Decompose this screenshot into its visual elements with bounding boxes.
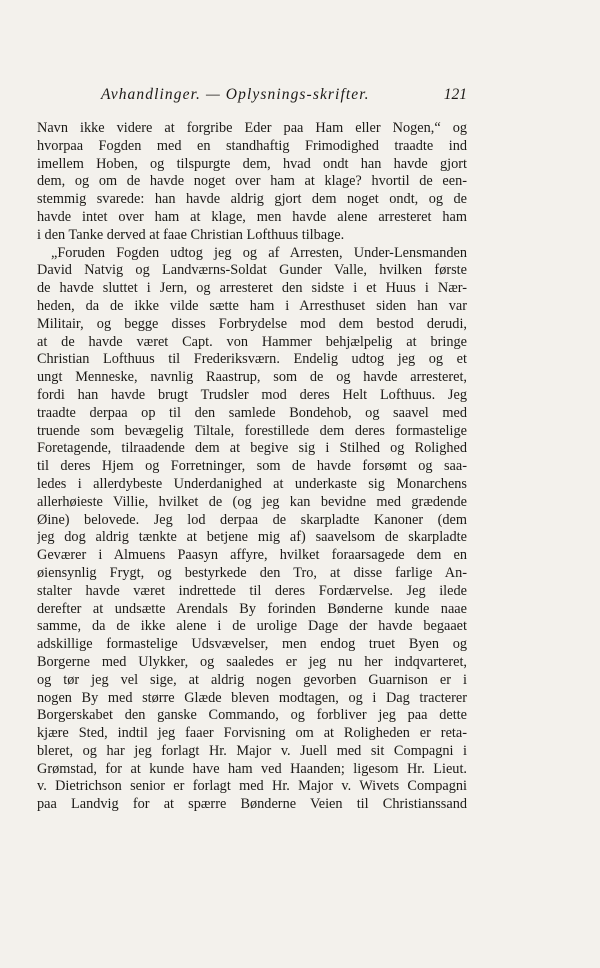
text-line: i den Tanke derved at faae Christian Lofthuus tilbage.: [37, 226, 345, 243]
text-line: Foretagende, tilraadende dem at begive sig i Stilhed og Rolighed: [37, 440, 467, 457]
text-line: Geværer i Almuens Paasyn affyre, hvilket foraarsagede dem en: [37, 547, 467, 564]
text-line: stemmig svarede: han havde aldrig gjort dem noget ondt, og de: [37, 191, 467, 208]
text-line: øiensynlig Frygt, og bestyrkede den Tro, at disse farlige An-: [37, 564, 467, 581]
text-line: ledes i allerdybeste Underdanighed at underkaste sig Monarchens: [37, 475, 467, 492]
text-line: Navn ikke videre at forgribe Eder paa Ham eller Nogen,“ og: [37, 120, 467, 136]
text-line: ungt Menneske, navnlig Raastrup, som de og havde arresteret,: [37, 369, 467, 386]
text-line: Christian Lofthuus til Frederiksværn. Endelig udtog jeg og et: [37, 351, 467, 368]
text-line: paa Landvig for at spærre Bønderne Veien til Christianssand: [37, 796, 467, 813]
body-text: [37, 120, 467, 814]
text-line: Borgerne med Ulykker, og saaledes er jeg nu her indqvarteret,: [37, 653, 467, 670]
text-line: jeg dog aldrig tænkte at betjene mig af) saavelsom de skarpladte: [37, 529, 467, 546]
text-line: truende som bevægelig Tiltale, forestillede dem deres formastelige: [37, 422, 467, 439]
page-number: 121: [443, 86, 467, 103]
text-line: Militair, og begge disses Forbrydelse mod dem bestod derudi,: [37, 315, 467, 332]
text-line: David Natvig og Landværns-Soldat Gunder Valle, hvilken første: [37, 262, 467, 279]
text-line: v. Dietrichson senior er forlagt med Hr. Major v. Wivets Compagni: [37, 778, 467, 795]
text-line: samme, da de ikke alene i de urolige Dage der havde begaaet: [37, 618, 467, 635]
text-line: imellem Hoben, og tilspurgte dem, hvad ondt han havde gjort: [37, 155, 467, 172]
text-line: hvorpaa Fogden med en standhaftig Frimodighed traadte ind: [37, 137, 467, 154]
text-line: dem, og om de havde noget over ham at klage? hvortil de een-: [37, 173, 467, 190]
text-line: „Foruden Fogden udtog jeg og af Arresten, Under-Lensmanden: [51, 244, 467, 261]
text-line: derefter at undsætte Arendals By forinden Bønderne kunde naae: [37, 600, 467, 617]
text-line: stalter havde været indrettede til deres Fordærvelse. Jeg ilede: [37, 582, 467, 599]
text-line: allerhøieste Villie, hvilket de (og jeg kan bevidne med grædende: [37, 493, 467, 510]
text-line: Grømstad, for at kunde have ham ved Haanden; ligesom Hr. Lieut.: [37, 760, 467, 777]
text-line: Borgerskabet den ganske Commando, og forbliver jeg paa dette: [37, 707, 467, 724]
text-line: at de havde været Capt. von Hammer behjælpelig at bringe: [37, 333, 467, 350]
text-line: fordi han havde brugt Trudsler mod deres Helt Lofthuus. Jeg: [37, 386, 467, 403]
text-line: til deres Hjem og Forretninger, som de havde forsømt og saa-: [37, 458, 467, 475]
running-title: Avhandlinger. — Oplysnings-skrifter.: [101, 86, 370, 103]
text-line: og tør jeg vel sige, at aldrig nogen gevorben Guarnison er i: [37, 671, 467, 688]
text-line: Øine) belovede. Jeg lod derpaa de skarpladte Kanoner (dem: [37, 511, 467, 528]
text-line: adskillige formastelige Udsvævelser, men endog truet Byen og: [37, 636, 467, 653]
text-line: heden, da de ikke vilde sætte ham i Arresthuset siden han var: [37, 297, 467, 314]
text-line: de havde sluttet i Jern, og arresteret den sidste i et Huus i Nær-: [37, 280, 467, 297]
text-line: nogen By med større Glæde bleven modtagen, og i Dag tracterer: [37, 689, 467, 706]
text-line: kjære Sted, indtil jeg faaer Forvisning om at Roligheden er reta-: [37, 725, 467, 742]
text-line: bleret, og har jeg forlagt Hr. Major v. Juell med sit Compagni i: [37, 742, 467, 759]
text-line: traadte derpaa op til den samlede Bondehob, og saavel med: [37, 404, 467, 421]
page-header: [37, 86, 467, 106]
text-line: havde intet over ham at klage, men havde alene arresteret ham: [37, 208, 467, 225]
